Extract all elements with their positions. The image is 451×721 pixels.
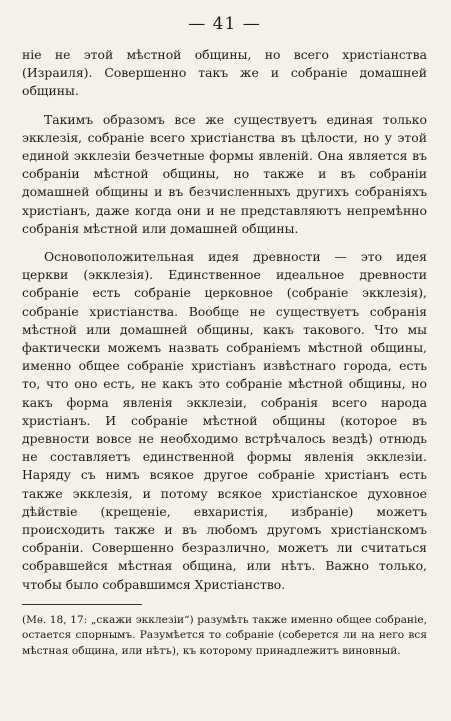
paragraph-church-idea: Основоположительная идея древности — это идея церкви (экклезія). Единственное идеальное древности собраніе есть собраніе церковное (собраніе экклезія), собраніе христіанства. Вообще не существуетъ собранія мѣстной или домашней общины, какъ такового. Что мы фактически можемъ назвать собраніемъ мѣстной общины, именно общее собраніе христіанъ извѣстнаго города, есть то, что оно есть, не какъ это собраніе мѣстной общины, но какъ форма явленія экклезіи, собранія всего народа христіанъ. И собраніе мѣстной общины (которое въ древности вовсе не необходимо встрѣчалось вездѣ) отнюдь не составляетъ единственной формы явленія экклезіи. Наряду съ нимъ всякое другое собраніе христіанъ есть также экклезія, и потому всякое христіанское духовное дѣйствіе (крещеніе, евхаристія, избраніе) можетъ происходить также и въ любомъ другомъ христіанскомъ собраніи. Совершенно безразлично, можетъ ли считаться собравшейся мѣстная община, или нѣтъ. Важно только, чтобы было собравшимся Христіанство. <box>22 249 427 592</box>
footnote-divider <box>22 604 142 605</box>
page-number-header: — 41 — <box>188 14 261 34</box>
footnote: (Мѳ. 18, 17: „скажи экклезіи“) разумѣть также именно общее собраніе, остается спорнымъ. Разумѣется то собраніе (соберется ли на него вся мѣстная община, или нѣтъ), къ которому принадлежитъ виновный. <box>22 613 427 657</box>
paragraph-continuation: ніе не этой мѣстной общины, но всего христіанства (Израиля). Совершенно такъ же и собраніе домашней общины. <box>22 47 427 99</box>
paragraph-ekklesia-forms: Такимъ образомъ все же существуетъ единая только экклезія, собраніе всего христіанства въ цѣлости, но у этой единой экклезіи безчетные формы явленій. Она является въ собраніи мѣстной общины, но также и въ собраніи домашней общины и въ безчисленныхъ другихъ собраніяхъ христіанъ, даже когда они и не представляютъ непремѣнно собранія мѣстной или домашней общины. <box>22 111 427 236</box>
